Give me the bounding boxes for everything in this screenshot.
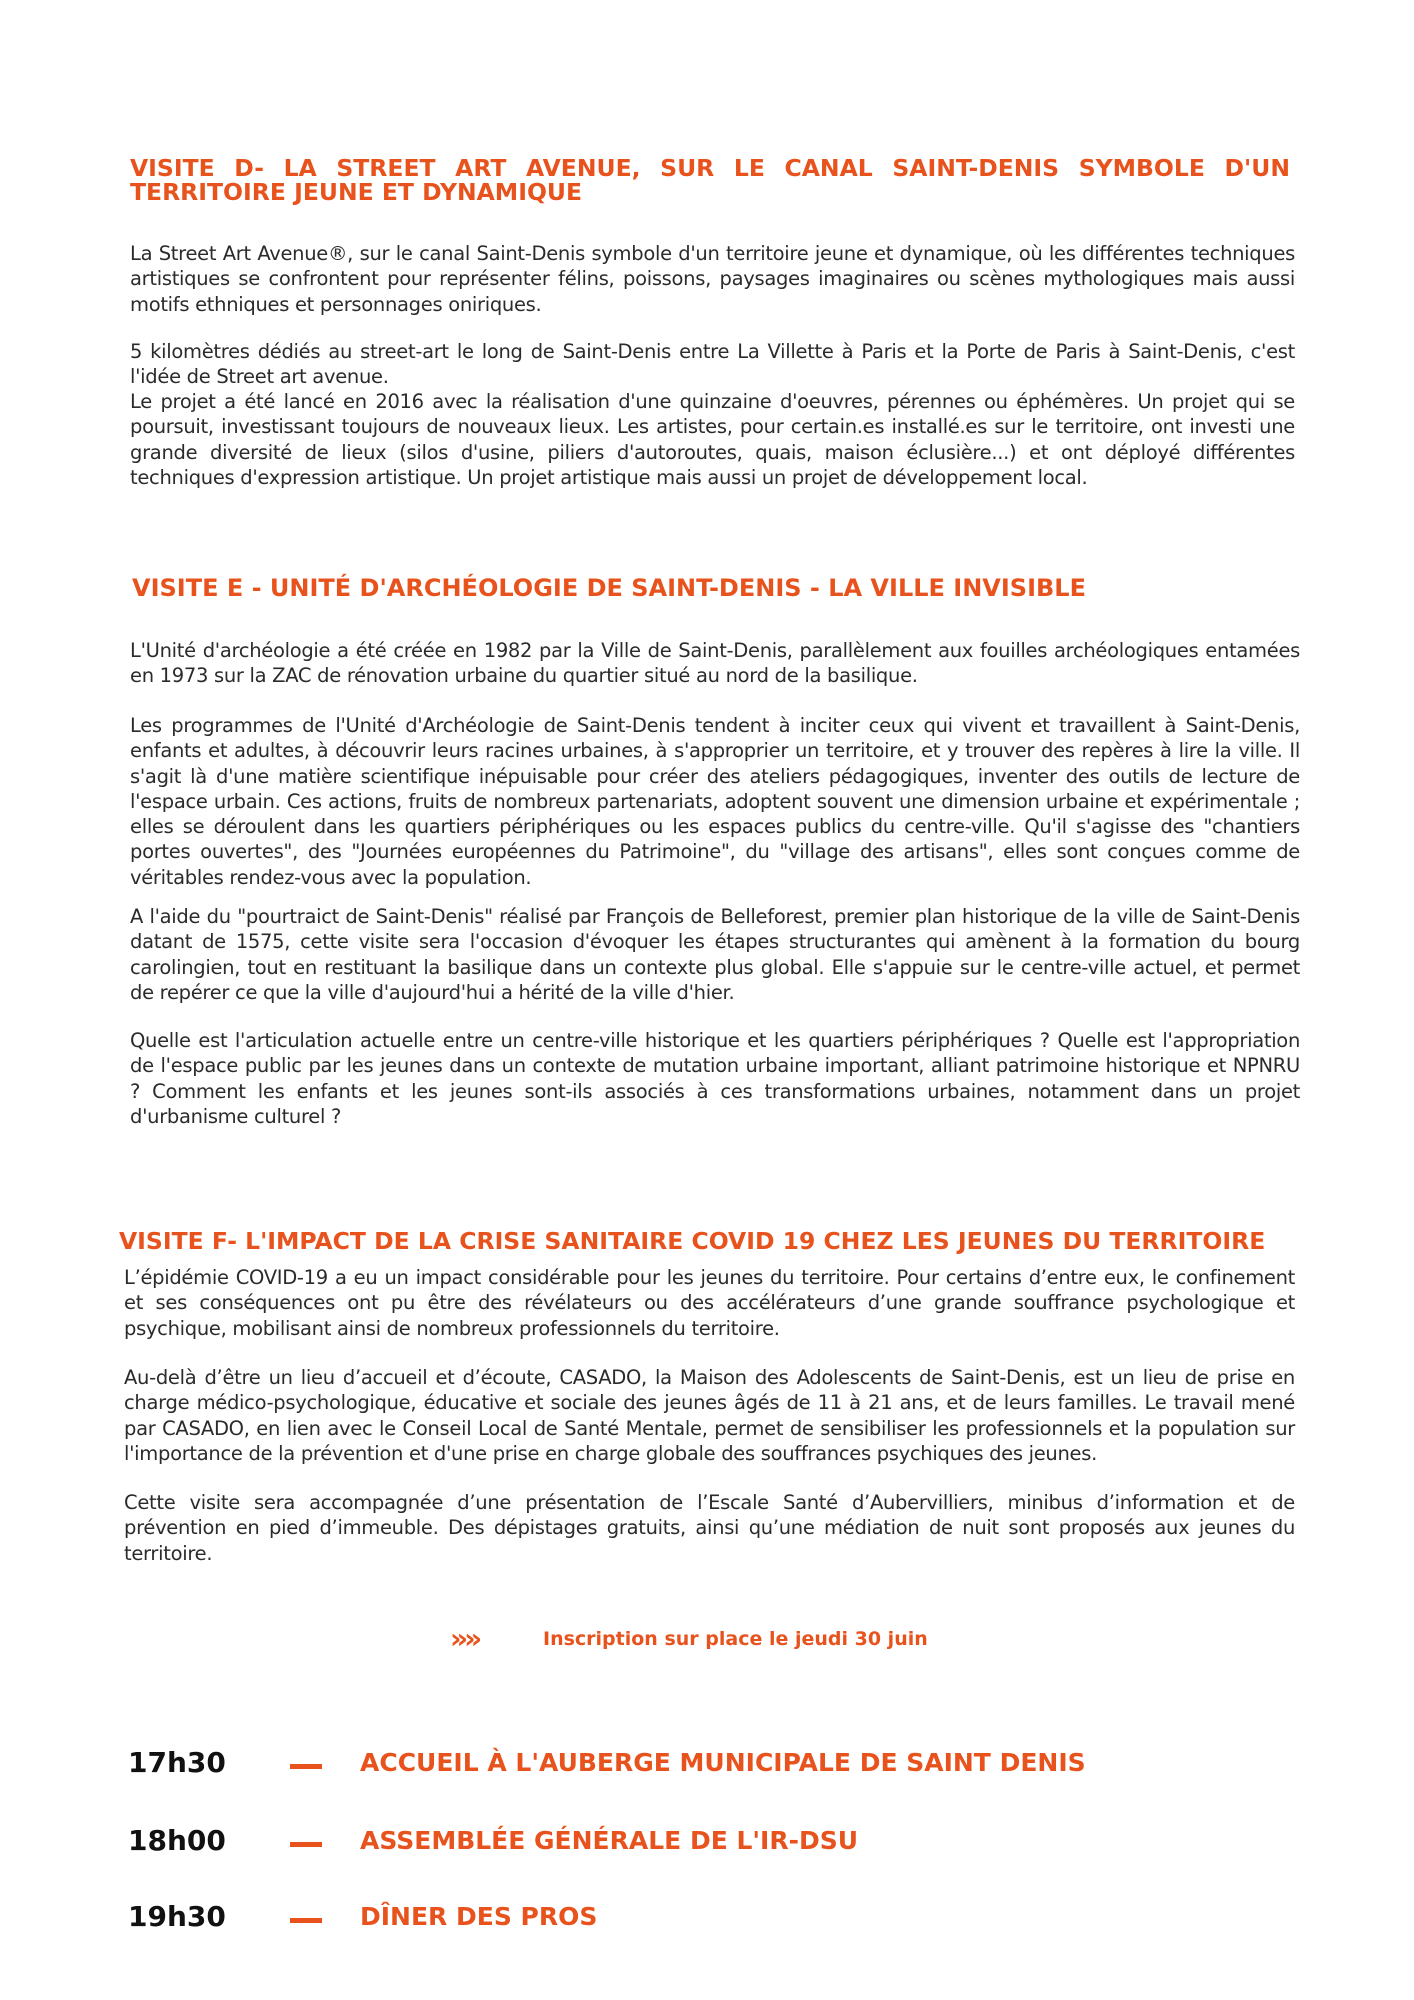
visite-e-paragraph-1: L'Unité d'archéologie a été créée en 1982 par la Ville de Saint-Denis, parallèlement aux fouilles archéologiques entamées en 1973 sur la ZAC de rénovation urbaine du quartier situé au nord de la basilique. (130, 639, 1300, 688)
schedule-row (128, 1746, 1328, 1786)
visite-d-paragraph-1: La Street Art Avenue®, sur le canal Saint-Denis symbole d'un territoire jeune et dynamique, où les différentes techniques artistiques se confrontent pour représenter félins, poissons, paysages imaginaires ou scènes mythologiques mais aussi motifs ethniques et personnages oniriques. (130, 242, 1295, 316)
dash-separator (290, 1918, 322, 1923)
visite-f-paragraph-3: Cette visite sera accompagnée d’une présentation de l’Escale Santé d’Aubervilliers, minibus d’information et de prévention en pied d’immeuble. Des dépistages gratuits, ainsi qu’une médiation de nuit sont proposés aux jeunes du territoire. (124, 1491, 1295, 1565)
schedule-time: 18h00 (128, 1824, 226, 1857)
visite-d-title-line1: VISITE D- LA STREET ART AVENUE, SUR LE CANAL SAINT-DENIS SYMBOLE D'UN (130, 154, 1290, 182)
inscription-callout (450, 1622, 928, 1655)
visite-d-title-2 (130, 180, 1290, 204)
visite-f-paragraph-2: Au-delà d’être un lieu d’accueil et d’écoute, CASADO, la Maison des Adolescents de Saint-Denis, est un lieu de prise en charge médico-psychologique, éducative et sociale des jeunes âgés de 11 à 21 ans, et de leurs familles. Le travail mené par CASADO, en lien avec le Conseil Local de Santé Mentale, permet de sensibiliser les professionnels et la population sur l'importance de la prévention et d'une prise en charge globale des souffrances psychiques des jeunes. (124, 1366, 1295, 1465)
visite-f-paragraph-1: L’épidémie COVID-19 a eu un impact considérable pour les jeunes du territoire. Pour certains d’entre eux, le confinement et ses conséquences ont pu être des révélateurs ou des accélérateurs d’une grande souffrance psychologique et psychique, mobilisant ainsi de nombreux professionnels du territoire. (124, 1266, 1295, 1340)
dash-separator (290, 1764, 322, 1769)
schedule-row (128, 1824, 1328, 1864)
visite-e-paragraph-2: Les programmes de l'Unité d'Archéologie de Saint-Denis tendent à inciter ceux qui vivent et travaillent à Saint-Denis, enfants et adultes, à découvrir leurs racines urbaines, à s'approprier un territoire, et y trouver des repères à lire la ville. Il s'agit là d'une matière scientifique inépuisable pour créer des ateliers pédagogiques, inventer des outils de lecture de l'espace urbain. Ces actions, fruits de nombreux partenariats, adoptent souvent une dimension urbaine et expérimentale ; elles se déroulent dans les quartiers périphériques ou les espaces publics du centre-ville. Qu'il s'agisse des "chantiers portes ouvertes", des "Journées européennes du Patrimoine", du "village des artisans", elles sont conçues comme de véritables rendez-vous avec la population. (130, 714, 1300, 889)
visite-d-paragraph-2: 5 kilomètres dédiés au street-art le long de Saint-Denis entre La Villette à Paris et la Porte de Paris à Saint-Denis, c'est l'idée de Street art avenue. (130, 340, 1295, 389)
visite-d-title (130, 156, 1290, 180)
visite-f-title: VISITE F- L'IMPACT DE LA CRISE SANITAIRE COVID 19 CHEZ LES JEUNES DU TERRITOIRE (119, 1227, 1266, 1255)
schedule-label: ACCUEIL À L'AUBERGE MUNICIPALE DE SAINT DENIS (360, 1748, 1086, 1777)
schedule-label: DÎNER DES PROS (360, 1902, 598, 1931)
visite-d-paragraph-3: Le projet a été lancé en 2016 avec la réalisation d'une quinzaine d'oeuvres, pérennes ou éphémères. Un projet qui se poursuit, investissant toujours de nouveaux lieux. Les artistes, pour certain.es installé.es sur le territoire, ont investi une grande diversité de lieux (silos d'usine, piliers d'autoroutes, quais, maison éclusière...) et ont déployé différentes techniques d'expression artistique. Un projet artistique mais aussi un projet de développement local. (130, 390, 1295, 489)
dash-separator (290, 1842, 322, 1847)
visite-e-paragraph-3: A l'aide du "pourtraict de Saint-Denis" réalisé par François de Belleforest, premier plan historique de la ville de Saint-Denis datant de 1575, cette visite sera l'occasion d'évoquer les étapes structurantes qui amènent à la formation du bourg carolingien, tout en restituant la basilique dans un contexte plus global. Elle s'appuie sur le centre-ville actuel, et permet de repérer ce que la ville d'aujourd'hui a hérité de la ville d'hier. (130, 905, 1300, 1004)
schedule-time: 17h30 (128, 1746, 226, 1779)
visite-e-title: VISITE E - UNITÉ D'ARCHÉOLOGIE DE SAINT-DENIS - LA VILLE INVISIBLE (132, 574, 1086, 602)
visite-d-title-line2: TERRITOIRE JEUNE ET DYNAMIQUE (130, 178, 583, 206)
schedule-time: 19h30 (128, 1900, 226, 1933)
inscription-text: Inscription sur place le jeudi 30 juin (543, 1628, 928, 1650)
schedule-label: ASSEMBLÉE GÉNÉRALE DE L'IR-DSU (360, 1826, 859, 1855)
triple-chevron-icon: »» (450, 1622, 479, 1655)
schedule-row (128, 1900, 1328, 1940)
visite-e-paragraph-4: Quelle est l'articulation actuelle entre un centre-ville historique et les quartiers périphériques ? Quelle est l'appropriation de l'espace public par les jeunes dans un contexte de mutation urbaine important, alliant patrimoine historique et NPNRU ? Comment les enfants et les jeunes sont-ils associés à ces transformations urbaines, notamment dans un projet d'urbanisme culturel ? (130, 1029, 1300, 1128)
